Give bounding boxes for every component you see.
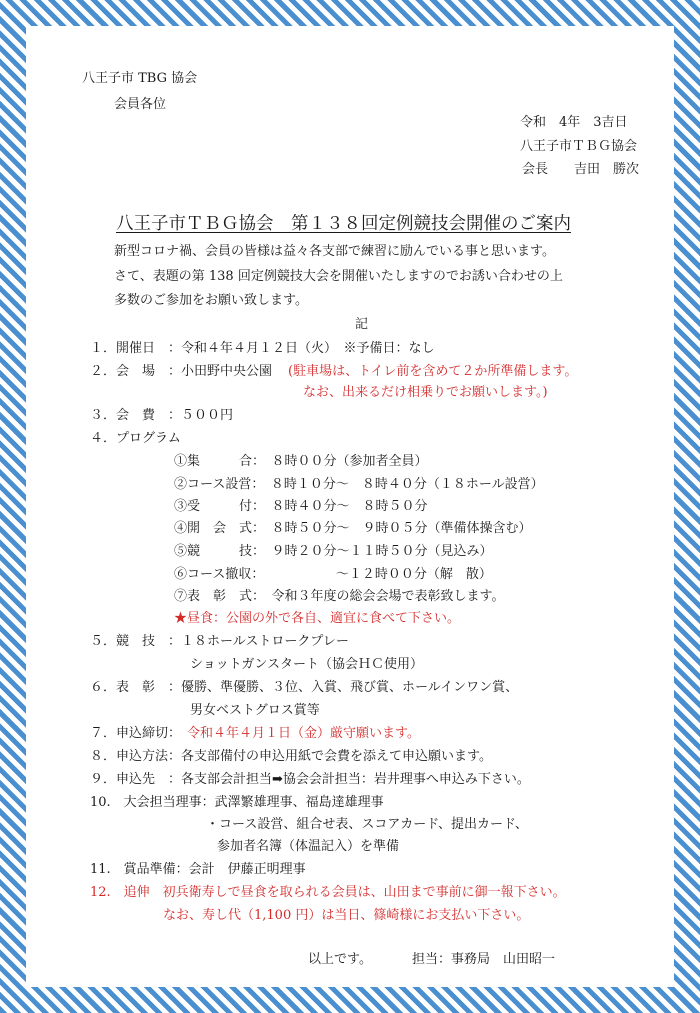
page-title: 八王子市ＴＢＧ協会 第１３８回定例競技会開催のご案内 — [116, 214, 571, 234]
lunch-note: ★昼食：公園の外で各自、適宜に食べて下さい。 — [174, 611, 461, 626]
header-sender-org: 八王子市ＴＢＧ協会 — [520, 139, 638, 154]
item-9-submit-to: ９．申込先 ：各支部会計担当➡協会会計担当：岩井理事へ申込み下さい。 — [90, 772, 530, 787]
program-3: ③受 付： ８時４０分～ ８時５０分 — [174, 499, 428, 514]
program-6: ⑥コース撤収： ～１２時００分（解 散） — [174, 567, 492, 582]
closing: 以上です。 — [308, 952, 372, 967]
intro-line-1: 新型コロナ禍、会員の皆様は益々各支部で練習に励んでいる事と思います。 — [114, 244, 555, 259]
header-recipients: 会員各位 — [114, 97, 167, 112]
item-5-competition: ５．競 技 ：１８ホールストロークプレー — [90, 634, 349, 649]
contact-person: 担当：事務局 山田昭一 — [412, 952, 556, 967]
item-10-tasks: ・コース設営、組合せ表、スコアカード、提出カード、 — [206, 817, 528, 832]
item-4-program: ４．プログラム — [90, 431, 181, 446]
item-11-prizes: 11. 賞品準備：会計 伊藤正明理事 — [90, 862, 306, 877]
item-12-postscript: 12. 追伸 初兵衛寿しで昼食を取られる会員は、山田まで事前に御一報下さい。 — [90, 885, 566, 900]
program-4: ④開 会 式： ８時５０分～ ９時０５分（準備体操含む） — [174, 521, 532, 536]
item-7-deadline: 令和４年４月１日（金）厳守願います。 — [187, 726, 420, 741]
item-12-payment: なお、寿し代（1,100 円）は当日、篠崎様にお支払い下さい。 — [163, 908, 530, 923]
item-6-best-gross: 男女ベストグロス賞等 — [190, 703, 320, 718]
header-sender-chair: 会長 吉田 勝次 — [522, 162, 640, 177]
item-3-fee: ３．会 費 ：５００円 — [90, 408, 234, 423]
item-1-date: １．開催日 ：令和４年４月１２日（火） ※予備日：なし — [90, 341, 435, 356]
ki-marker: 記 — [355, 317, 369, 332]
intro-line-3: 多数のご参加をお願い致します。 — [114, 293, 308, 308]
item-5-shotgun: ショットガンスタート（協会ＨＣ使用） — [190, 657, 423, 672]
item-10-roster: 参加者名簿（体温記入）を準備 — [217, 839, 400, 854]
program-5: ⑤競 技： ９時２０分～１１時５０分（見込み） — [174, 544, 493, 559]
program-2: ②コース設営： ８時１０分～ ８時４０分（１８ホール設営） — [174, 477, 544, 492]
item-6-awards: ６．表 彰 ：優勝、準優勝、３位、入賞、飛び賞、ホールインワン賞、 — [90, 680, 519, 695]
item-2-venue: ２．会 場 ：小田野中央公園 — [90, 364, 273, 379]
header-date: 令和 4年 3吉日 — [520, 115, 628, 130]
item-8-method: ８．申込方法：各支部備付の申込用紙で会費を添えて申込願います。 — [90, 749, 492, 764]
item-7-deadline-label: ７．申込締切： — [90, 726, 182, 741]
item-2-carpool-note: なお、出来るだけ相乗りでお願いします。) — [303, 385, 548, 400]
item-10-directors: 10. 大会担当理事：武澤繁雄理事、福島達雄理事 — [90, 795, 384, 810]
program-7: ⑦表 彰 式： 令和３年度の総会会場で表彰致します。 — [174, 589, 505, 604]
program-1: ①集 合： ８時００分（参加者全員） — [174, 454, 428, 469]
item-2-parking-note: (駐車場は、トイレ前を含めて２か所準備します。 — [288, 364, 578, 379]
header-org: 八王子市 TBG 協会 — [82, 71, 198, 86]
intro-line-2: さて、表題の第 138 回定例競技大会を開催いたしますのでお誘い合わせの上 — [114, 269, 563, 284]
